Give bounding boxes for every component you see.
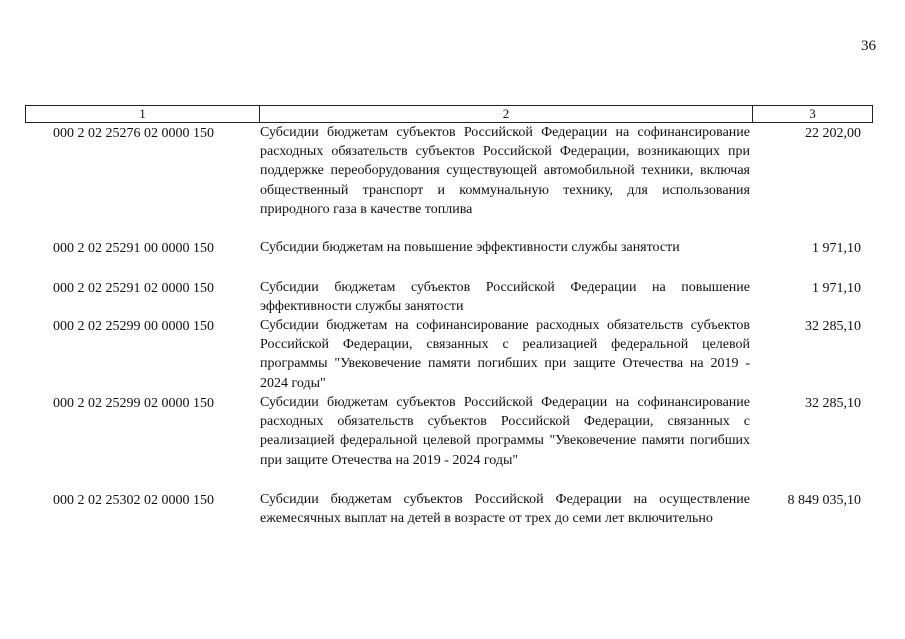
budget-amount: 32 285,10 (805, 396, 861, 411)
header-col-2: 2 (260, 106, 753, 122)
budget-description: Субсидии бюджетам на софинансирование расходных обязательств субъектов Российской Федерации, связанных с реализацией федеральной целевой программы "Увековечение памяти погибших при защите Отечества на 2019 - 2024 годы" (260, 318, 750, 391)
table-header (25, 105, 873, 123)
table-row (25, 393, 873, 490)
budget-amount: 8 849 035,10 (787, 493, 861, 508)
budget-table (25, 105, 873, 550)
budget-amount: 1 971,10 (812, 241, 861, 256)
budget-code: 000 2 02 25276 02 0000 150 (53, 126, 214, 141)
budget-amount: 32 285,10 (805, 319, 861, 334)
budget-code: 000 2 02 25299 00 0000 150 (53, 319, 214, 334)
budget-description: Субсидии бюджетам на повышение эффективности службы занятости (260, 240, 680, 255)
budget-code: 000 2 02 25299 02 0000 150 (53, 396, 214, 411)
table-row (25, 123, 873, 238)
header-col-3: 3 (809, 106, 816, 121)
budget-code: 000 2 02 25291 02 0000 150 (53, 281, 214, 296)
budget-code: 000 2 02 25302 02 0000 150 (53, 493, 214, 508)
budget-description: Субсидии бюджетам субъектов Российской Федерации на повышение эффективности службы занятости (260, 280, 750, 315)
budget-description: Субсидии бюджетам субъектов Российской Федерации на софинансирование расходных обязательств субъектов Российской Федерации, связанных с реализацией федеральной целевой программы "Увековечение памяти погибших при защите Отечества на 2019 - 2024 годы" (260, 395, 750, 468)
budget-amount: 1 971,10 (812, 281, 861, 296)
budget-description: Субсидии бюджетам субъектов Российской Федерации на осуществление ежемесячных выплат на детей в возрасте от трех до семи лет включительно (260, 492, 750, 527)
table-row (25, 278, 873, 316)
page-number: 36 (861, 38, 876, 54)
budget-amount: 22 202,00 (805, 126, 861, 141)
table-row (25, 238, 873, 278)
table-row (25, 316, 873, 393)
budget-description: Субсидии бюджетам субъектов Российской Федерации на софинансирование расходных обязательств субъектов Российской Федерации, возникающих при поддержке переоборудования существующей автомобильной техники, включая общественный транспорт и коммунальную технику, для использования природного газа в качестве топлива (260, 125, 750, 217)
budget-code: 000 2 02 25291 00 0000 150 (53, 241, 214, 256)
header-col-1: 1 (26, 106, 260, 122)
table-row (25, 490, 873, 550)
